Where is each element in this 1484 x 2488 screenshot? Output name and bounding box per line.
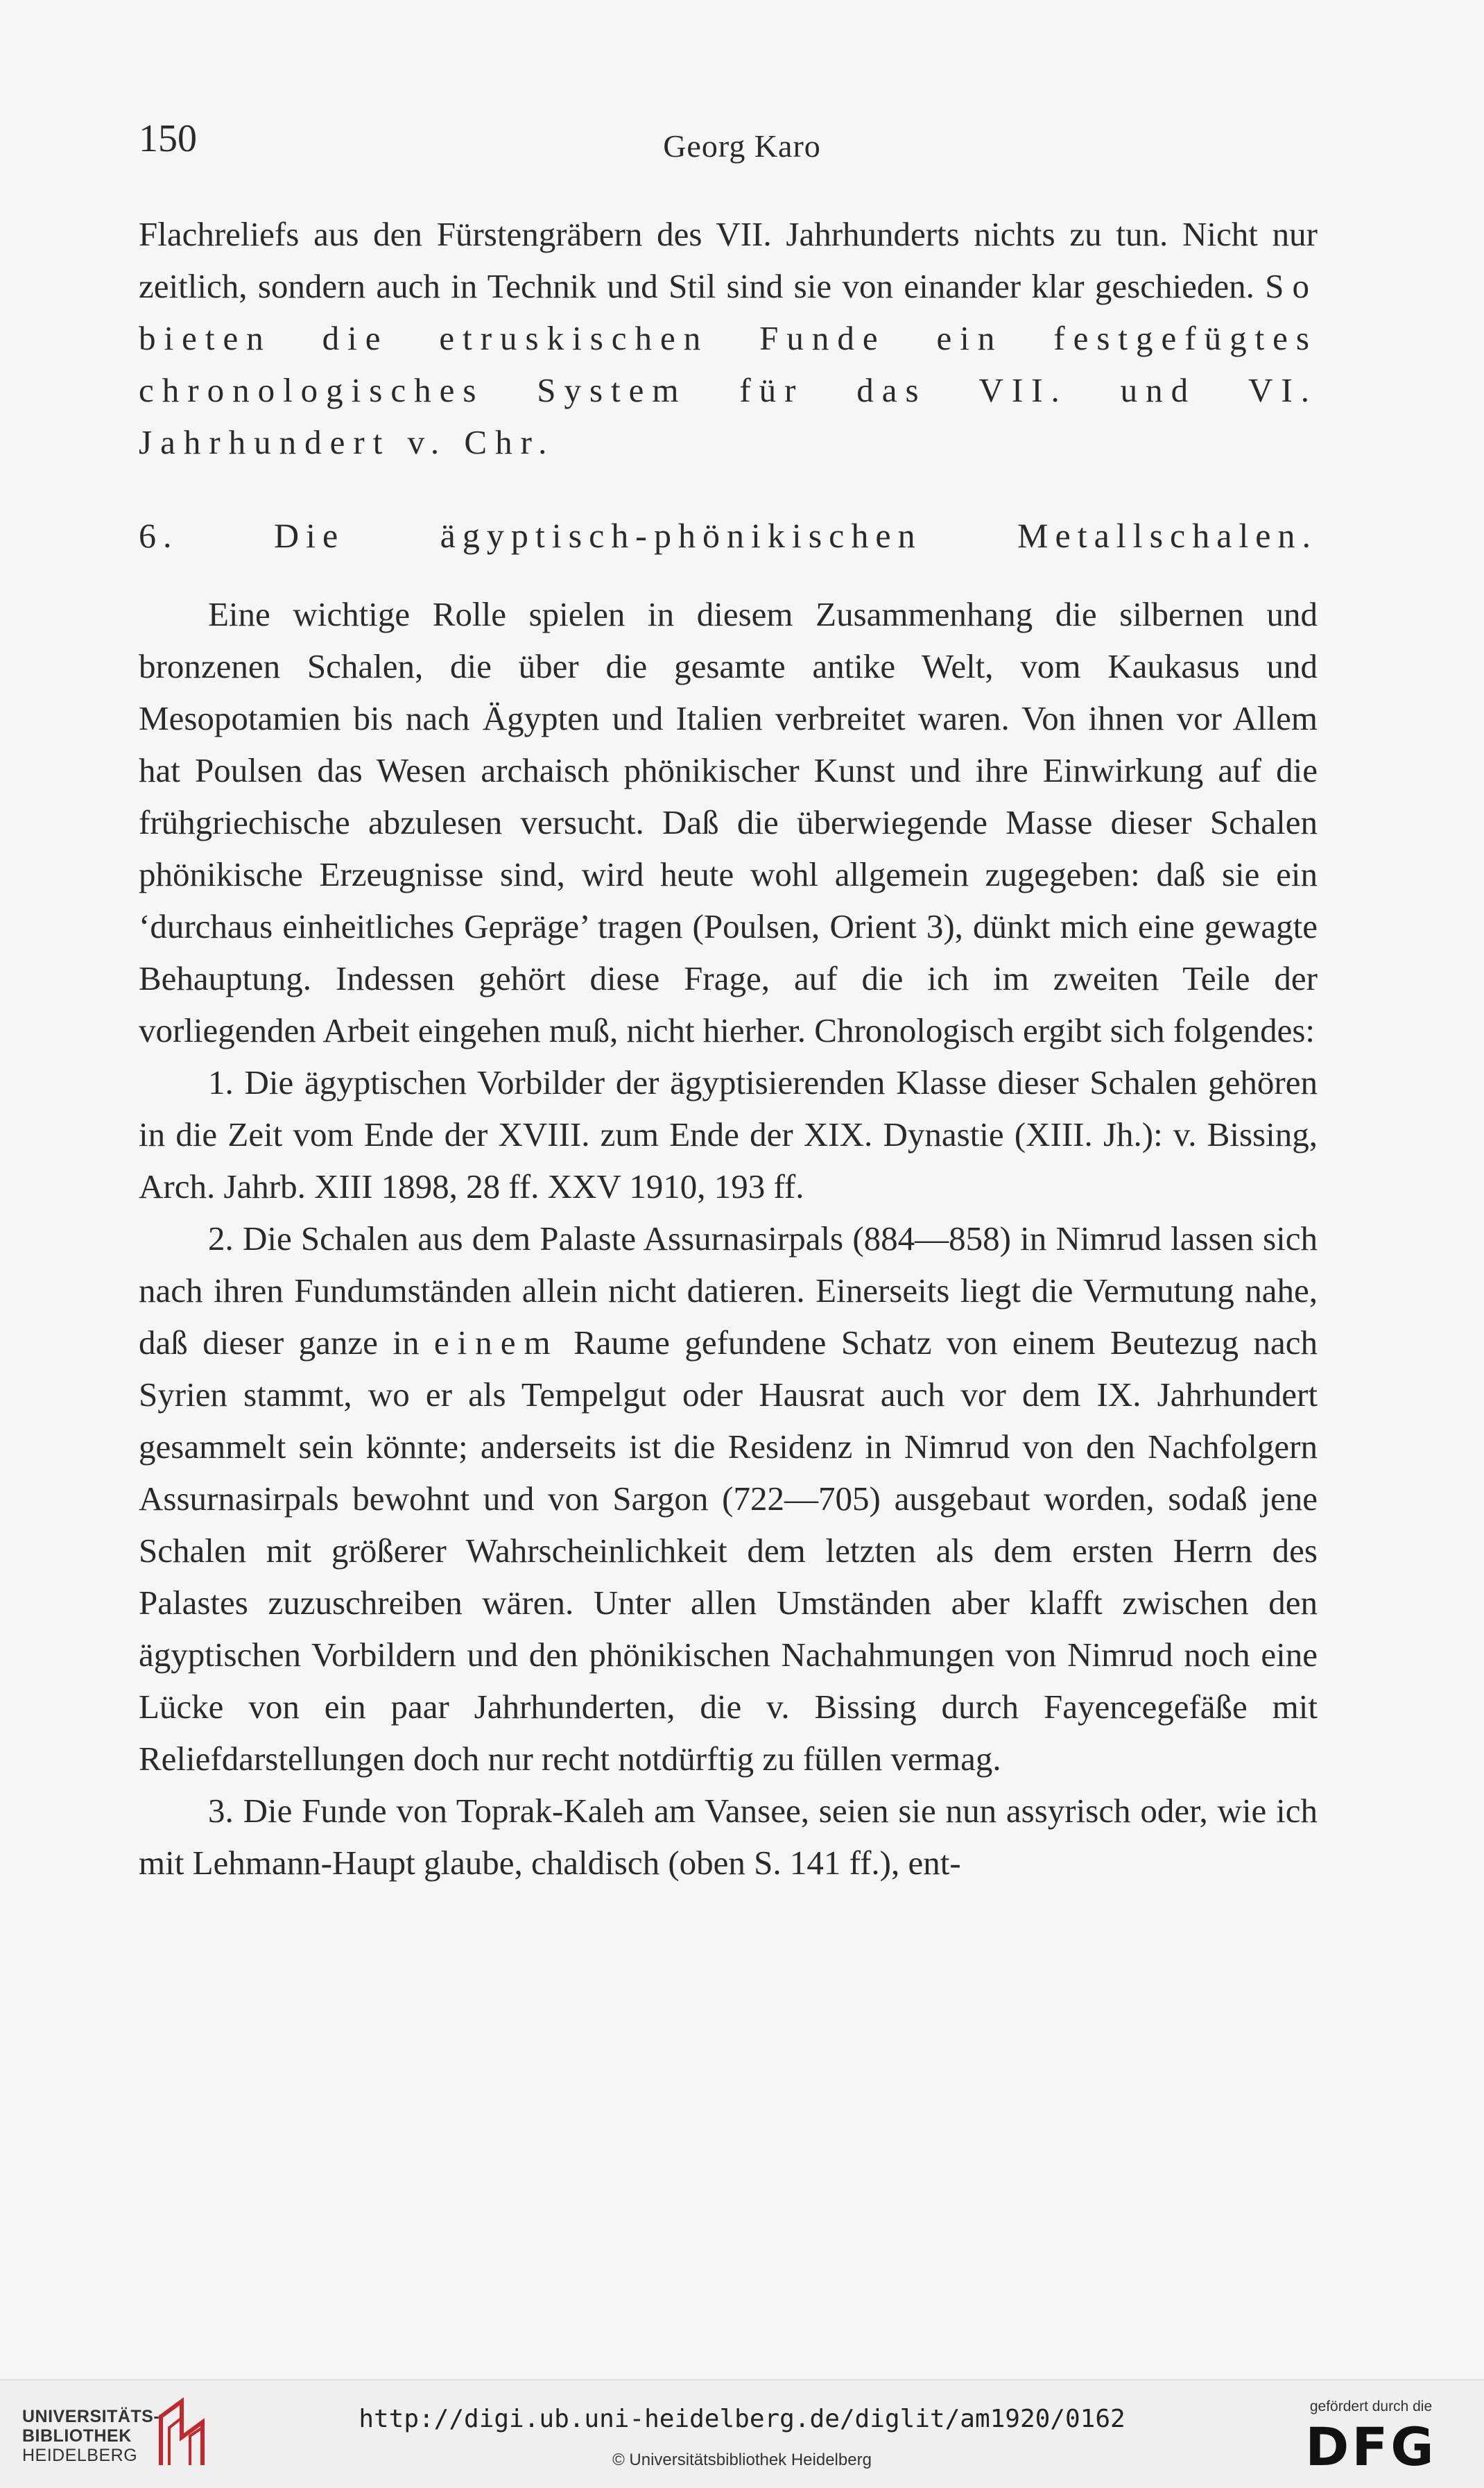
copyright-notice: © Universitätsbibliothek Heidelberg (612, 2451, 872, 2469)
source-url-link[interactable]: http://digi.ub.uni-heidelberg.de/diglit/am1920/0162 (359, 2405, 1125, 2433)
paragraph-4 (139, 1212, 1318, 1785)
paragraph-4-emphasis: einem (433, 1323, 559, 1362)
section-heading: 6. Die ägyptisch-phönikischen Metallschalen. (139, 516, 1318, 555)
running-head: Georg Karo (663, 128, 821, 164)
library-name-line-2: BIBLIOTHEK (22, 2426, 132, 2446)
library-name-line-3: HEIDELBERG (22, 2446, 138, 2465)
paragraph-5: 3. Die Funde von Toprak-Kaleh am Vansee, seien sie nun assyrisch oder, wie ich mit Lehmann-Haupt glaube, chaldisch (oben S. 141 ff.), ent- (139, 1792, 1318, 1882)
paragraph-1-emphasis: So bieten die etruskischen Funde ein festgefügtes chronologisches System für das VII. und VI. Jahrhundert v. Chr. (139, 267, 1318, 461)
paragraph-4-text-a: 2. Die Schalen aus dem Palaste Assurnasirpals (884—858) in Nimrud lassen sich nach ihren Fundumständen allein nicht datieren. Einerseits liegt die Vermutung nahe, daß dieser ganze in (139, 1219, 1318, 1362)
dfg-logo-icon: DFG (1305, 2416, 1437, 2478)
paragraph-1 (139, 208, 1318, 468)
library-name-line-1: UNIVERSITÄTS- (22, 2407, 160, 2426)
paragraph-3: 1. Die ägyptischen Vorbilder der ägyptisierenden Klasse dieser Schalen gehören in die Zeit vom Ende der XVIII. zum Ende der XIX. Dynastie (XIII. Jh.): v. Bissing, Arch. Jahrb. XIII 1898, 28 ff. XXV 1910, 193 ff. (139, 1063, 1318, 1206)
text-body (139, 208, 1318, 1889)
funder-caption: gefördert durch die (1309, 2399, 1433, 2414)
paragraph-2: Eine wichtige Rolle spielen in diesem Zusammenhang die silbernen und bronzenen Schalen, die über die gesamte antike Welt, vom Kaukasus und Mesopotamien bis nach Ägypten und Italien verbreitet waren. Von ihnen vor Allem hat Poulsen das Wesen archaisch phönikischer Kunst und ihre Einwirkung auf die frühgriechische abzulesen versucht. Daß die überwiegende Masse dieser Schalen phönikische Erzeugnisse sind, wird heute wohl allgemein zugegeben: daß sie ein ‘durchaus einheitliches Gepräge’ tragen (Poulsen, Orient 3), dünkt mich eine gewagte Behauptung. Indessen gehört diese Frage, auf die ich im zweiten Teile der vorliegenden Arbeit eingehen muß, nicht hierher. Chronologisch ergibt sich folgendes: (139, 595, 1318, 1049)
paragraph-4-text-b: Raume gefundene Schatz von einem Beutezug nach Syrien stammt, wo er als Tempelgut oder Hausrat auch vor dem IX. Jahrhundert gesammelt sein könnte; anderseits ist die Residenz in Nimrud von den Nachfolgern Assurnasirpals bewohnt und von Sargon (722—705) ausgebaut worden, sodaß jene Schalen mit größerer Wahrscheinlichkeit dem letzten als dem ersten Herrn des Palastes zuzuschreiben wären. Unter allen Umständen aber klafft zwischen den ägyptischen Vorbildern und den phönikischen Nachahmungen von Nimrud noch eine Lücke von ein paar Jahrhunderten, die v. Bissing durch Fayencegefäße mit Reliefdarstellungen doch nur recht notdürftig zu füllen vermag. (139, 1323, 1318, 1778)
digitization-footer (0, 2379, 1484, 2488)
page-number: 150 (139, 117, 197, 160)
paragraph-1-text: Flachreliefs aus den Fürstengräbern des VII. Jahrhunderts nichts zu tun. Nicht nur zeitlich, sondern auch in Technik und Stil sind sie von einander klar geschieden. (139, 215, 1318, 305)
